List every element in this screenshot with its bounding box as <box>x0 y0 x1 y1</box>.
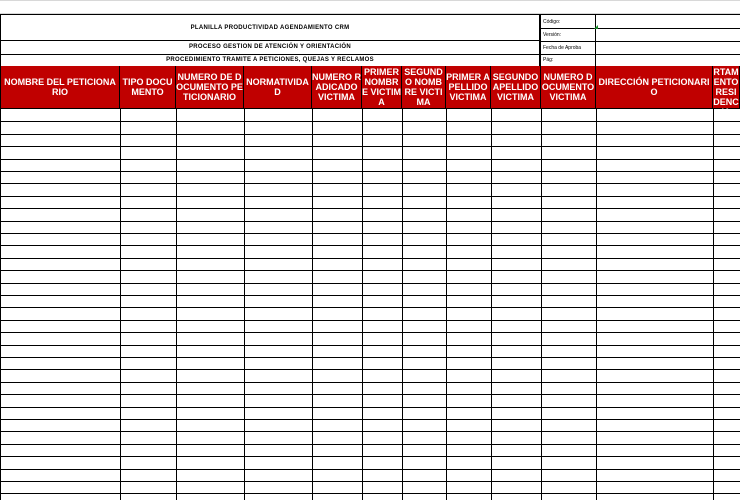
grid-row-line <box>0 283 740 284</box>
grid-row-line <box>0 183 740 184</box>
grid-column-line <box>596 109 597 500</box>
col-header-primer-apellido-victima[interactable]: PRIMER APELLIDO VICTIMA <box>446 66 491 109</box>
grid-row-line <box>0 369 740 370</box>
col-header-primer-nombre-victima[interactable]: PRIMER NOMBRE VICTIMA <box>362 67 402 107</box>
grid-row-line <box>0 407 740 408</box>
grid-row-line <box>0 345 740 346</box>
grid-row-line <box>0 270 740 271</box>
col-header-segundo-nombre-victima[interactable]: SEGUNDO NOMBRE VICTIMA <box>402 66 446 109</box>
col-header-numero-documento-peticionario[interactable]: NUMERO DE DOCUMENTO PETICIONARIO <box>176 66 244 109</box>
grid-row-line <box>0 456 740 457</box>
col-header-tipo-documento[interactable]: TIPO DOCUMENTO <box>120 66 176 109</box>
grid-row-line <box>0 146 740 147</box>
grid-column-line <box>713 109 714 500</box>
col-header-nombre-peticionario[interactable]: NOMBRE DEL PETICIONARIO <box>0 66 120 109</box>
form-header <box>0 14 540 66</box>
col-header-normatividad[interactable]: NORMATIVIDAD <box>244 66 312 109</box>
form-title: PLANILLA PRODUCTIVIDAD AGENDAMIENTO CRM <box>1 15 539 41</box>
grid-row-line <box>0 382 740 383</box>
meta-page-label: Pág: <box>541 54 596 66</box>
grid-row-line <box>0 171 740 172</box>
grid-row-line <box>0 208 740 209</box>
grid-column-line <box>120 109 121 500</box>
grid-row-line <box>0 258 740 259</box>
meta-approval-value[interactable] <box>596 41 740 54</box>
grid-row-line <box>0 419 740 420</box>
grid-row-line <box>0 159 740 160</box>
col-header-segundo-apellido-victima[interactable]: SEGUNDO APELLIDO VICTIMA <box>491 66 541 109</box>
grid-column-line <box>0 109 1 500</box>
data-grid[interactable] <box>0 109 740 500</box>
meta-approval-row[interactable] <box>541 41 740 55</box>
grid-row-line <box>0 121 740 122</box>
procedure-title: PROCEDIMIENTO TRAMITE A PETICIONES, QUEJAS Y RECLAMOS <box>1 54 539 67</box>
grid-row-line <box>0 196 740 197</box>
meta-version-row[interactable] <box>541 28 740 42</box>
grid-column-line <box>446 109 447 500</box>
meta-code-value[interactable] <box>596 15 740 28</box>
top-border <box>0 0 740 1</box>
grid-row-line <box>0 307 740 308</box>
grid-row-line <box>0 320 740 321</box>
grid-column-line <box>312 109 313 500</box>
grid-row-line <box>0 233 740 234</box>
meta-code-label: Código: <box>541 15 596 28</box>
col-header-departamento[interactable]: DEPARTAMENTO RESIDENCIA <box>713 57 739 117</box>
col-header-direccion-peticionario[interactable]: DIRECCIÓN PETICIONARIO <box>596 66 713 109</box>
grid-row-line <box>0 221 740 222</box>
grid-column-line <box>491 109 492 500</box>
form-meta <box>540 14 740 66</box>
grid-row-line <box>0 245 740 246</box>
grid-column-line <box>541 109 542 500</box>
process-title: PROCESO GESTION DE ATENCIÓN Y ORIENTACIÓN <box>1 40 539 55</box>
meta-code-row[interactable] <box>541 15 740 29</box>
meta-approval-label: Fecha de Aproba <box>541 41 596 54</box>
grid-row-line <box>0 493 740 494</box>
grid-row-line <box>0 357 740 358</box>
grid-column-line <box>176 109 177 500</box>
grid-row-line <box>0 332 740 333</box>
grid-row-line <box>0 444 740 445</box>
grid-row-line <box>0 431 740 432</box>
grid-column-line <box>402 109 403 500</box>
grid-row-line <box>0 394 740 395</box>
col-header-numero-radicado-victima[interactable]: NUMERO RADICADO VICTIMA <box>312 66 362 109</box>
grid-row-line <box>0 134 740 135</box>
grid-column-line <box>362 109 363 500</box>
grid-column-line <box>244 109 245 500</box>
grid-row-line <box>0 295 740 296</box>
col-header-numero-documento-victima[interactable]: NUMERO DOCUMENTO VICTIMA <box>541 66 596 109</box>
grid-row-line <box>0 469 740 470</box>
meta-version-label: Versión: <box>541 28 596 41</box>
grid-row-line <box>0 481 740 482</box>
comment-indicator-icon <box>594 25 598 29</box>
meta-version-value[interactable] <box>596 28 740 41</box>
